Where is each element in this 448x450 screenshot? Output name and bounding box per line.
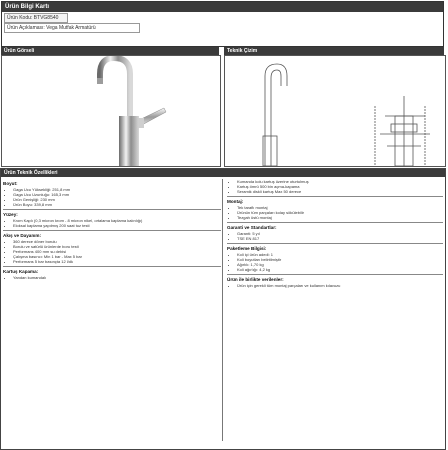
spec-item: • Ürün Boyu: 339,8 mm [13,202,221,207]
spec-item: • Borulu ve satürlü ürünlerde boru testi [13,244,221,249]
spec-column-right [227,179,443,290]
spec-item: • Tezgah üstü montaj [237,215,443,220]
spec-group-title: Garanti ve Standartlar: [227,222,443,230]
spec-item: • Kartuş ömrü 500 bin açma-kapama [237,184,443,189]
spec-group-title: Ürün ile birlikte verilenler: [227,274,443,282]
spec-group-title: Yüzey: [3,209,221,217]
spec-item: • 360 derece döner borulu [13,239,221,244]
spec-item: • Ürün için gerekli tüm montaj parçaları ve kullanım kılavuzu [237,283,443,288]
spec-item: • Performans 400 mm su debisi [13,249,221,254]
product-image-bar: Ürün Görseli [1,47,219,55]
spec-item: • Koli içi ürün adedi: 1 [237,252,443,257]
spec-list [237,205,443,220]
spec-item: • Performans 5 bar basınçta 12 l/dk [13,259,221,264]
faucet-image [2,56,220,166]
technical-drawing-svg [225,56,445,166]
spec-item: • Ağırlık: 1,70 kg [237,262,443,267]
spec-item: • Ürün Genişliği: 230 mm [13,197,221,202]
product-description: Ürün Açıklaması: Vega Mutfak Armatürü [4,23,140,33]
spec-item: • Seramik diskli kartuş Max 50 derece [237,189,443,194]
spec-item: • TSE EN 817 [237,236,443,241]
spec-item: • Tek taraflı montaj [237,205,443,210]
spec-list [237,179,443,194]
spec-item: • Koli ağırlığı: 4,2 kg [237,267,443,272]
spec-column-left [3,179,221,282]
product-info-header [1,1,444,47]
spec-item: • Koli boyutları belirtilmiştir [237,257,443,262]
spec-item: • Gaga Ucu Uzunluğu: 165,3 mm [13,192,221,197]
spec-item: • Yandan kumandalı [13,275,221,280]
spec-item: • Krom Kaplı (0,3 micron krom - 8 micron nikel, ortalama kaplama kalınlığı) [13,218,221,223]
technical-drawing-bar: Teknik Çizim [224,47,444,55]
spec-group-title: Kartuş Kapama: [3,266,221,274]
spec-list [13,187,221,207]
spec-list [13,275,221,280]
spec-group-title: Montaj: [227,196,443,204]
spec-list [237,252,443,272]
spec-item: • Eloksal kaplama yapılmış 200 saat tuz testi [13,223,221,228]
spec-item: • Çalışma basıncı: Min 1 bar - Max 5 bar [13,254,221,259]
spec-group-title: Boyut: [3,181,18,186]
spec-list [237,231,443,241]
specs-title-bar: Ürün Teknik Özellikleri [1,169,445,177]
spec-item: • Kumanda kolu kartuş üzerine oturtulmuş [237,179,443,184]
spec-column-divider [222,179,223,441]
technical-specs [0,168,446,450]
product-code: Ürün Kodu: BTVG8540 [4,13,68,23]
sheet-title: Ürün Bilgi Kartı [2,2,443,12]
spec-item: • Ürünün tüm parçaları kolay sökülebilir [237,210,443,215]
spec-list [13,239,221,264]
product-image [1,55,221,167]
spec-list [13,218,221,228]
spec-list [237,283,443,288]
technical-drawing [224,55,446,167]
spec-item: • Gaga Ucu Yüksekliği: 251,8 mm [13,187,221,192]
spec-group-title: Akış ve Dayanım: [3,230,221,238]
spec-group-title: Paketleme Bilgisi: [227,243,443,251]
spec-item: • Garanti: 5 yıl [237,231,443,236]
